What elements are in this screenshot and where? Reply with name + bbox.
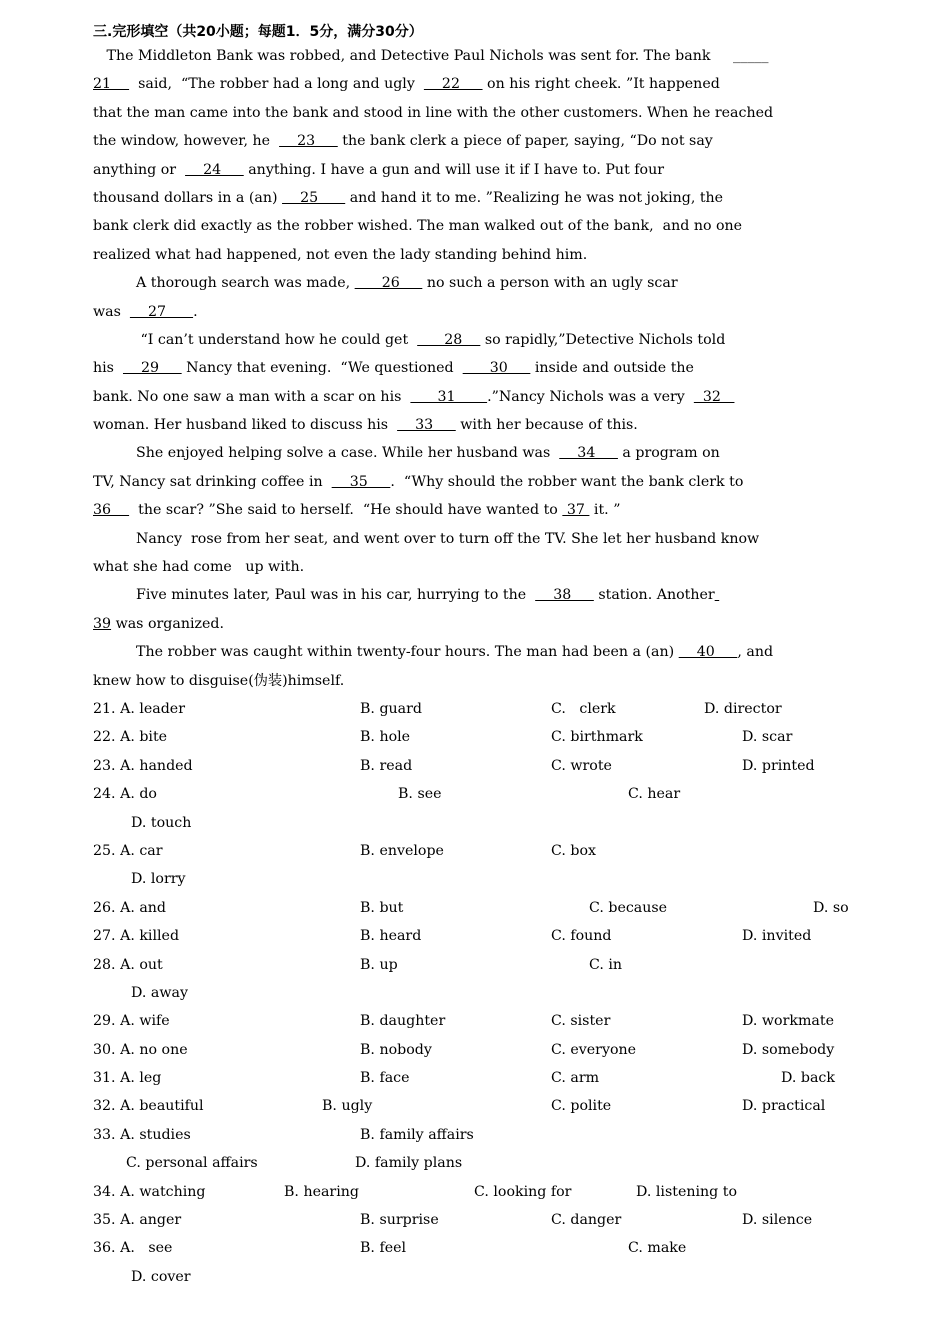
passage-text: station. Another	[593, 587, 715, 604]
cloze-test-page	[93, 22, 863, 1291]
question-row	[93, 894, 863, 922]
passage-text: thousand dollars in a (an)	[93, 189, 283, 206]
passage-text: said, “The robber had a long and ugly	[129, 76, 424, 93]
passage-text: Nancy rose from her seat, and went over to turn off the TV. She let her husband know	[136, 530, 760, 547]
answer-option: 33. A. studies	[93, 1126, 191, 1143]
blank: 37	[562, 502, 590, 519]
answer-option: B. see	[398, 786, 442, 803]
answer-option: D. family plans	[355, 1155, 463, 1172]
passage-text: realized what had happened, not even the lady standing behind him.	[93, 246, 588, 263]
blank: 38	[535, 587, 594, 604]
passage-line	[93, 184, 863, 212]
answer-option: B. family affairs	[360, 1126, 474, 1143]
passage-text: anything or	[93, 161, 186, 178]
answer-option: B. feel	[360, 1240, 407, 1257]
answer-option: D. silence	[742, 1212, 813, 1229]
answer-option: B. nobody	[360, 1041, 432, 1058]
blank: 25	[282, 189, 346, 206]
answer-option: D. listening to	[636, 1183, 737, 1200]
answer-option: D. invited	[742, 928, 812, 945]
answer-option: C. found	[551, 928, 612, 945]
question-row	[93, 837, 863, 865]
answer-option: D. so	[813, 899, 849, 916]
question-row	[93, 1036, 863, 1064]
passage-text: “I can’t understand how he could get	[136, 331, 418, 348]
passage-text: _____	[733, 48, 769, 64]
passage-text: The Middleton Bank was robbed, and Detective Paul Nichols was sent for. The bank	[93, 48, 733, 64]
answer-option: B. guard	[360, 700, 422, 717]
blank: 23	[279, 133, 338, 150]
answer-option: 28. A. out	[93, 956, 163, 973]
passage-line	[93, 525, 863, 553]
answer-option: B. ugly	[322, 1098, 373, 1115]
blank: 32	[693, 388, 735, 405]
passage-text: the window, however, he	[93, 133, 280, 150]
answer-option: D. printed	[742, 757, 815, 774]
answer-option: B. hearing	[284, 1183, 359, 1200]
passage-line	[93, 468, 863, 496]
passage-text: bank clerk did exactly as the robber wished. The man walked out of the bank, and no one	[93, 218, 743, 235]
blank: 30	[462, 360, 531, 377]
passage-line	[93, 42, 863, 70]
question-row	[93, 865, 863, 893]
passage-text: She enjoyed helping solve a case. While her husband was	[136, 445, 560, 462]
answer-option: D. practical	[742, 1098, 826, 1115]
answer-option: 22. A. bite	[93, 729, 168, 746]
blank: 27	[129, 303, 194, 320]
section-heading: 三.完形填空（共20小题；每题1．5分，满分30分）	[93, 24, 423, 40]
answer-option: D. somebody	[742, 1041, 835, 1058]
answer-option: 26. A. and	[93, 899, 167, 916]
answer-option: B. up	[360, 956, 398, 973]
answer-option: D. lorry	[131, 871, 186, 888]
answer-option: 30. A. no one	[93, 1041, 188, 1058]
question-row	[93, 780, 863, 808]
answer-option: 23. A. handed	[93, 757, 193, 774]
blank: 39	[93, 615, 112, 632]
passage-line	[93, 269, 863, 297]
answer-option: D. scar	[742, 729, 793, 746]
blank: 28	[417, 331, 481, 348]
question-row	[93, 1178, 863, 1206]
passage-text: woman. Her husband liked to discuss his	[93, 417, 398, 434]
question-row	[93, 1064, 863, 1092]
passage-text: bank. No one saw a man with a scar on his	[93, 388, 411, 405]
passage-text: .	[193, 303, 198, 320]
passage-text: .”Nancy Nichols was a very	[487, 388, 694, 405]
answer-option: D. director	[704, 700, 782, 717]
passage-line	[93, 241, 863, 269]
passage-line	[93, 212, 863, 240]
question-row	[93, 695, 863, 723]
question-row	[93, 1263, 863, 1291]
answer-option: C. arm	[551, 1070, 600, 1087]
passage-line	[93, 411, 863, 439]
passage-text: inside and outside the	[530, 360, 694, 377]
passage-line	[93, 156, 863, 184]
passage-line	[93, 326, 863, 354]
passage-text: it. ”	[589, 502, 621, 519]
answer-option: 31. A. leg	[93, 1070, 162, 1087]
answer-option: D. workmate	[742, 1013, 834, 1030]
passage-text: Five minutes later, Paul was in his car, hurrying to the	[136, 587, 536, 604]
answer-option: B. surprise	[360, 1212, 439, 1229]
blank: 31	[410, 388, 488, 405]
passage-text: knew how to disguise(伪装)himself.	[93, 672, 345, 689]
question-row	[93, 1121, 863, 1149]
question-row	[93, 1206, 863, 1234]
passage-text: a program on	[617, 445, 720, 462]
passage-line	[93, 610, 863, 638]
answer-option: B. but	[360, 899, 404, 916]
answer-options	[93, 695, 863, 1291]
passage-line	[93, 99, 863, 127]
answer-option: C. looking for	[474, 1183, 572, 1200]
question-row	[93, 951, 863, 979]
passage-text: what she had come up with.	[93, 559, 305, 576]
answer-option: B. daughter	[360, 1013, 446, 1030]
passage-text: anything. I have a gun and will use it if I have to. Put four	[243, 161, 664, 178]
answer-option: D. cover	[131, 1268, 191, 1285]
answer-option: C. everyone	[551, 1041, 637, 1058]
passage-text: was organized.	[111, 615, 224, 632]
passage-text: his	[93, 360, 123, 377]
answer-option: 27. A. killed	[93, 928, 180, 945]
passage-line	[93, 553, 863, 581]
answer-option: 32. A. beautiful	[93, 1098, 204, 1115]
answer-option: 34. A. watching	[93, 1183, 206, 1200]
answer-option: C. because	[589, 899, 668, 916]
answer-option: C. hear	[628, 786, 681, 803]
answer-option: B. face	[360, 1070, 410, 1087]
question-row	[93, 723, 863, 751]
blank: 34	[559, 445, 618, 462]
passage-text: TV, Nancy sat drinking coffee in	[93, 473, 332, 490]
answer-option: 35. A. anger	[93, 1212, 182, 1229]
passage-text: . “Why should the robber want the bank clerk to	[390, 473, 744, 490]
passage-text: so rapidly,”Detective Nichols told	[480, 331, 726, 348]
answer-option: C. clerk	[551, 700, 616, 717]
passage-line	[93, 638, 863, 666]
passage-text: A thorough search was made,	[136, 275, 355, 292]
question-row	[93, 1007, 863, 1035]
answer-option: 21. A. leader	[93, 700, 185, 717]
blank: 22	[423, 76, 483, 93]
passage-text: the bank clerk a piece of paper, saying, “Do not say	[337, 133, 713, 150]
answer-option: B. hole	[360, 729, 411, 746]
passage-line	[93, 439, 863, 467]
answer-option: C. sister	[551, 1013, 611, 1030]
answer-option: C. wrote	[551, 757, 612, 774]
answer-option: D. away	[131, 984, 188, 1001]
passage-text: the scar? ”She said to herself. “He should have wanted to	[129, 502, 563, 519]
answer-option: 29. A. wife	[93, 1013, 170, 1030]
question-row	[93, 809, 863, 837]
answer-option: C. box	[551, 842, 596, 859]
passage-line	[93, 383, 863, 411]
question-row	[93, 1234, 863, 1262]
answer-option: B. heard	[360, 928, 422, 945]
passage-line	[93, 581, 863, 609]
answer-option: C. in	[589, 956, 623, 973]
passage-line	[93, 127, 863, 155]
passage-text: , and	[737, 644, 774, 661]
blank: 40	[678, 644, 738, 661]
passage-text: with her because of this.	[455, 417, 638, 434]
answer-option: 25. A. car	[93, 842, 163, 859]
blank: 29	[122, 360, 182, 377]
cloze-passage	[93, 42, 863, 695]
blank	[715, 587, 720, 603]
answer-option: B. envelope	[360, 842, 444, 859]
blank: 35	[331, 473, 391, 490]
passage-text: The robber was caught within twenty-four hours. The man had been a (an)	[136, 644, 679, 661]
blank: 33	[397, 417, 456, 434]
answer-option: B. read	[360, 757, 413, 774]
question-row	[93, 979, 863, 1007]
passage-text: that the man came into the bank and stood in line with the other customers. When he reached	[93, 104, 774, 121]
answer-option: C. birthmark	[551, 729, 643, 746]
question-row	[93, 752, 863, 780]
blank: 24	[185, 161, 244, 178]
answer-option: C. polite	[551, 1098, 612, 1115]
passage-line	[93, 298, 863, 326]
answer-option: 24. A. do	[93, 786, 157, 803]
question-row	[93, 922, 863, 950]
passage-text: and hand it to me. ”Realizing he was not joking, the	[345, 189, 724, 206]
blank: 26	[354, 275, 423, 292]
answer-option: D. touch	[131, 814, 192, 831]
passage-line	[93, 496, 863, 524]
blank: 21	[93, 76, 130, 93]
answer-option: C. personal affairs	[126, 1155, 258, 1172]
passage-text: was	[93, 303, 130, 320]
answer-option: C. danger	[551, 1212, 622, 1229]
passage-text: Nancy that evening. “We questioned	[181, 360, 463, 377]
blank: 36	[93, 502, 130, 519]
answer-option: C. make	[628, 1240, 687, 1257]
answer-option: 36. A. see	[93, 1240, 173, 1257]
question-row	[93, 1149, 863, 1177]
question-row	[93, 1092, 863, 1120]
passage-line	[93, 667, 863, 695]
passage-line	[93, 70, 863, 98]
passage-text: no such a person with an ugly scar	[422, 275, 678, 292]
answer-option: D. back	[781, 1070, 835, 1087]
passage-text: on his right cheek. ”It happened	[482, 76, 720, 93]
passage-line	[93, 354, 863, 382]
